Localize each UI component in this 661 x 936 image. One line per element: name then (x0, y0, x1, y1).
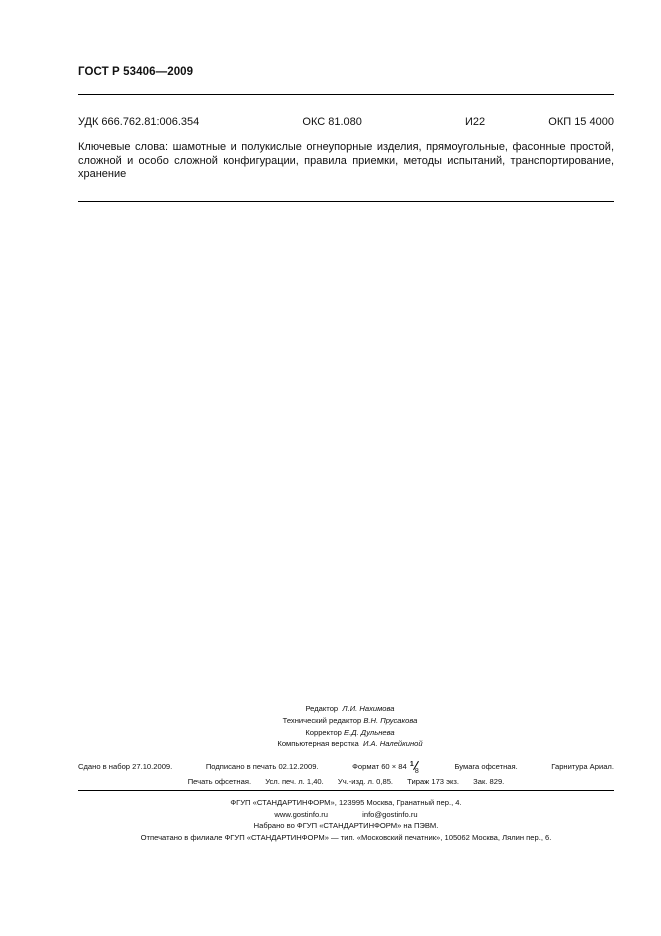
email-link[interactable]: info@gostinfo.ru (362, 809, 418, 819)
credit-editor: Редактор Л.И. Нахимова (305, 704, 395, 713)
keywords-divider (78, 201, 614, 202)
conditional-sheets: Усл. печ. л. 1,40. (265, 777, 324, 786)
paper-type: Бумага офсетная. (454, 762, 518, 771)
publishing-sheets: Уч.-изд. л. 0,85. (337, 777, 394, 786)
header-divider (78, 94, 614, 95)
signed-date: Подписано в печать 02.12.2009. (205, 762, 319, 771)
publisher-block (78, 797, 614, 843)
submitted-date: Сдано в набор 27.10.2009. (78, 762, 173, 771)
typeface: Гарнитура Ариал. (551, 762, 614, 771)
circulation: Тираж 173 экз. (407, 777, 460, 786)
keywords-paragraph: Ключевые слова: шамотные и полукислые огнеупорные изделия, прямоугольные, фасонные простой, сложной и особо сложной конфигурации, правила приемки, методы испытаний, транспортирование, хранение (78, 141, 614, 181)
fraction-glyph: 1 8 (409, 761, 419, 775)
standard-number: ГОСТ Р 53406—2009 (78, 66, 194, 78)
classification-codes (78, 116, 614, 128)
credits-block (160, 703, 540, 750)
credit-proofreader: Корректор Е.Д. Дульнева (305, 727, 395, 737)
printed-note: Отпечатано в филиале ФГУП «СТАНДАРТИНФОРМ» — тип. «Московский печатник», 105062 Москва, Лялин пер., 6. (140, 832, 552, 842)
imprint-block (78, 759, 614, 789)
credit-layout: Компьютерная верстка И.А. Налейкиной (277, 739, 423, 749)
format: Формат 60 × 84 1 8 (352, 759, 421, 774)
credit-tech-editor: Технический редактор В.Н. Прусакова (282, 715, 418, 725)
website-link[interactable]: www.gostinfo.ru (274, 809, 329, 819)
oks-code: ОКС 81.080 (302, 116, 362, 128)
order-number: Зак. 829. (473, 777, 505, 786)
okp-code: ОКП 15 4000 (548, 116, 614, 128)
publisher-address: ФГУП «СТАНДАРТИНФОРМ», 123995 Москва, Гранатный пер., 4. (230, 798, 462, 807)
group-code: И22 (465, 116, 486, 128)
udk-code: УДК 666.762.81:006.354 (78, 116, 200, 128)
print-type: Печать офсетная. (187, 777, 252, 786)
typeset-note: Набрано во ФГУП «СТАНДАРТИНФОРМ» на ПЭВМ. (253, 821, 439, 831)
publisher-contacts (78, 809, 614, 821)
imprint-divider (78, 790, 614, 791)
